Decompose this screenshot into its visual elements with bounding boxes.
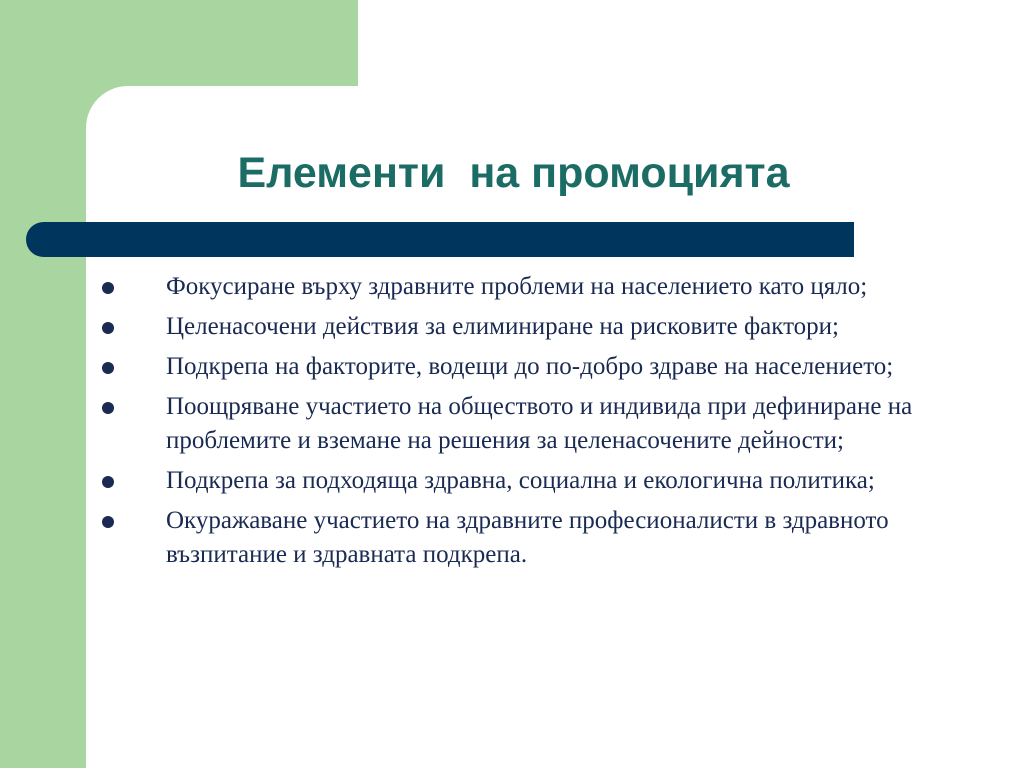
- bullet-dot-icon: [102, 362, 114, 374]
- bullet-text: Подкрепа на факторите, водещи до по-добро здраве на населението;: [166, 353, 894, 380]
- bullet-text: Фокусиране върху здравните проблеми на населението като цяло;: [166, 273, 868, 300]
- bullet-item: [102, 464, 922, 498]
- bullet-text: Окуражаване участието на здравните професионалисти в здравното възпитание и здравната подкрепа.: [166, 507, 889, 568]
- bullet-item: [102, 310, 922, 344]
- bullet-item: [102, 270, 922, 304]
- bullet-text: Подкрепа за подходяща здравна, социална и екологична политика;: [166, 467, 875, 494]
- slide-title: Елементи на промоцията: [237, 149, 790, 197]
- bullet-list: [102, 270, 922, 578]
- bullet-dot-icon: [102, 322, 114, 334]
- title-divider-bar: [26, 222, 854, 257]
- bullet-dot-icon: [102, 282, 114, 294]
- bullet-text: Целенасочени действия за елиминиране на рисковите фактори;: [166, 313, 839, 340]
- bullet-item: [102, 504, 922, 572]
- bullet-dot-icon: [102, 402, 114, 414]
- bullet-item: [102, 350, 922, 384]
- bullet-item: [102, 390, 922, 458]
- bullet-dot-icon: [102, 476, 114, 488]
- bullet-text: Поощряване участието на обществото и индивида при дефиниране на проблемите и вземане на решения за целенасочените дейности;: [166, 393, 913, 454]
- bullet-dot-icon: [102, 516, 114, 528]
